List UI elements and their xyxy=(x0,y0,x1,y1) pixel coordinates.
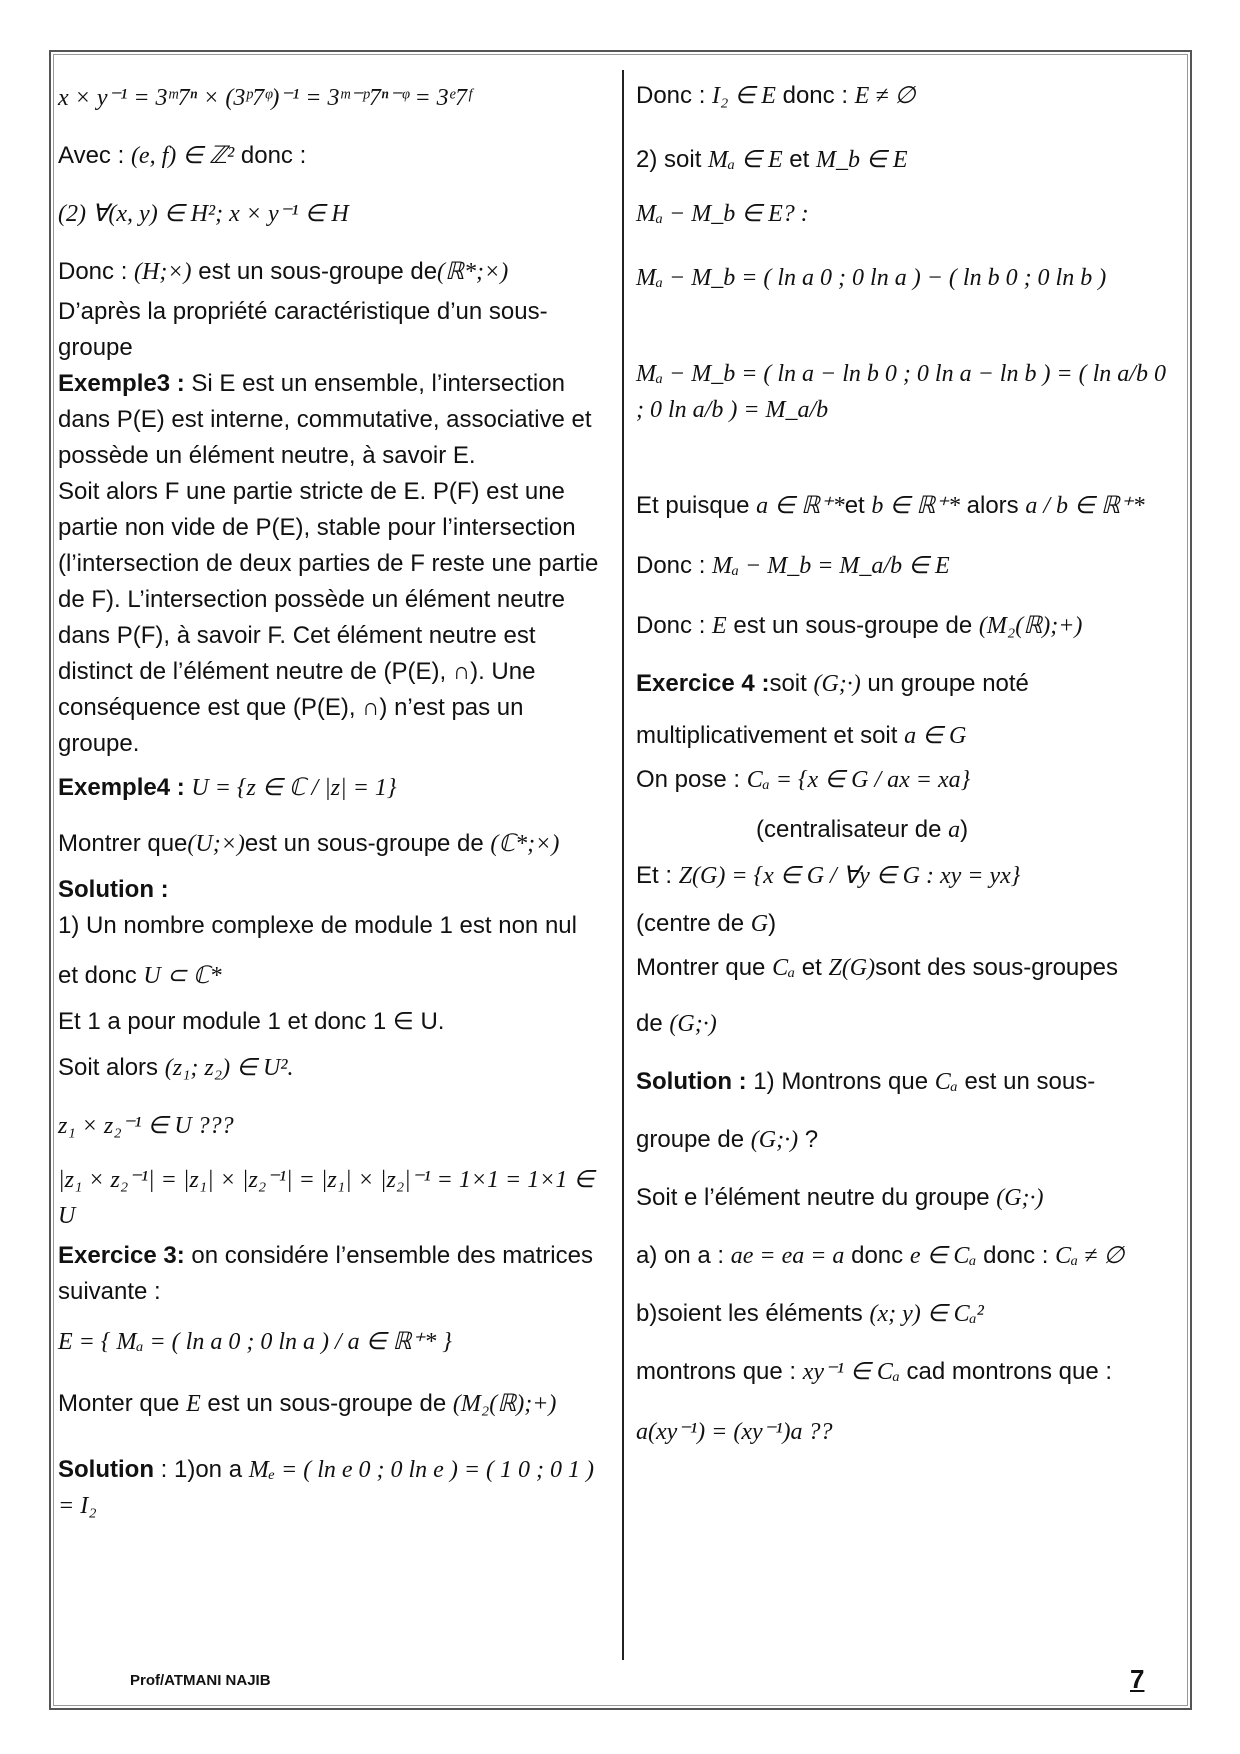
propriete-text: D’après la propriété caractéristique d’un sous-groupe xyxy=(58,298,548,361)
matrix-difference-2: Mₐ − M_b = ( ln a − ln b 0 ; 0 ln a − ln b ) = ( ln a/b 0 ; 0 ln a/b ) = M_a/b xyxy=(636,361,1166,423)
exercice3: Exercice 3: on considére l’ensemble des matrices suivante : xyxy=(58,1242,593,1305)
pose-Ca: On pose : Cₐ = {x ∈ G / ax = xa} xyxy=(636,766,971,793)
exercice3-solution: Solution : 1)on a Mₑ = ( ln e 0 ; 0 ln e ) = ( 1 0 ; 0 1 ) = I₂ xyxy=(58,1456,594,1519)
neutral-element-line: Soit e l’élément neutre du groupe (G;·) xyxy=(636,1184,1044,1211)
set-E-definition: E = { Mₐ = ( ln a 0 ; 0 ln a ) / a ∈ ℝ⁺* } xyxy=(58,1329,452,1355)
exercice4: Exercice 4 :soit (G;·) un groupe noté xyxy=(636,670,1029,697)
right-line-3: Mₐ − M_b ∈ E? : xyxy=(636,201,809,227)
right-line-8: Donc : E est un sous-groupe de (M₂(ℝ);+) xyxy=(636,612,1083,639)
solution-heading: Solution : xyxy=(58,876,169,903)
exemple4: Exemple4 : U = {z ∈ ℂ / |z| = 1} xyxy=(58,774,397,801)
right-line-7: Donc : Mₐ − M_b = M_a/b ∈ E xyxy=(636,552,950,579)
matrix-difference: Mₐ − M_b = ( ln a 0 ; 0 ln a ) − ( ln b 0 ; 0 ln b ) xyxy=(636,265,1107,291)
exercice4-question: Montrer que Cₐ et Z(G)sont des sous-groupes xyxy=(636,954,1118,981)
step-b: b)soient les éléments (x; y) ∈ Cₐ² xyxy=(636,1300,984,1327)
solution-line-3: Et 1 a pour module 1 et donc 1 ∈ U. xyxy=(58,1008,445,1035)
solution-line-2: et donc U ⊂ ℂ* xyxy=(58,962,222,989)
left-column xyxy=(58,78,608,1524)
step-b-equation: a(xy⁻¹) = (xy⁻¹)a ?? xyxy=(636,1419,833,1445)
exemple3: Exemple3 : Si E est un ensemble, l’intersection dans P(E) est interne, commutative, associative et possède un élément neutre, à savoir E. xyxy=(58,370,592,469)
right-column xyxy=(636,78,1176,1450)
condition-2: (2) ∀(x, y) ∈ H²; x × y⁻¹ ∈ H xyxy=(58,201,349,227)
centralisateur-note: (centralisateur de a) xyxy=(756,816,969,843)
right-line-1: Donc : I₂ ∈ E donc : E ≠ ∅ xyxy=(636,82,916,109)
solution-line-4: Soit alors (z₁; z₂) ∈ U². xyxy=(58,1054,294,1081)
column-divider xyxy=(622,70,624,1660)
step-a: a) on a : ae = ea = a donc e ∈ Cₐ donc : Cₐ ≠ ∅ xyxy=(636,1242,1125,1269)
solution-line-5: z₁ × z₂⁻¹ ∈ U ??? xyxy=(58,1113,234,1139)
avec-line: Avec : (e, f) ∈ ℤ² donc : xyxy=(58,142,307,169)
right-line-6: Et puisque a ∈ ℝ⁺*et b ∈ ℝ⁺* alors a / b ∈ ℝ⁺* xyxy=(636,492,1145,519)
exercice4-solution: Solution : 1) Montrons que Cₐ est un sous- xyxy=(636,1068,1096,1095)
exercice4-line-2: multiplicativement et soit a ∈ G xyxy=(636,722,967,749)
step-b-goal: montrons que : xy⁻¹ ∈ Cₐ cad montrons que : xyxy=(636,1358,1112,1385)
solution-line-6: |z₁ × z₂⁻¹| = |z₁| × |z₂⁻¹| = |z₁| × |z₂|⁻¹ = 1×1 = 1×1 ∈ U xyxy=(58,1167,595,1229)
conclusion-H: Donc : (H;×) est un sous-groupe de(ℝ*;×) xyxy=(58,258,509,285)
centre-note: (centre de G) xyxy=(636,910,777,937)
exemple4-question: Montrer que(U;×)est un sous-groupe de (ℂ*;×) xyxy=(58,830,560,857)
exercice4-question-2: de (G;·) xyxy=(636,1010,717,1037)
exercice4-solution-2: groupe de (G;·) ? xyxy=(636,1126,819,1153)
centre-definition: Et : Z(G) = {x ∈ G / ∀y ∈ G : xy = yx} xyxy=(636,862,1021,889)
solution-line-1: 1) Un nombre complexe de module 1 est non nul xyxy=(58,912,577,939)
exemple3-text: Soit alors F une partie stricte de E. P(F) est une partie non vide de P(E), stable pour l’intersection (l’intersection de deux parties de F reste une partie de F). L’intersection possède un élément neutre dans P(F), à savoir F. Cet élément neutre est distinct de l’élément neutre de (P(E), ∩). Une conséquence est que (P(E), ∩) n’est pas un groupe. xyxy=(58,478,599,757)
power-equation: x × y⁻¹ = 3ᵐ7ⁿ × (3ᵖ7ᵠ)⁻¹ = 3ᵐ⁻ᵖ7ⁿ⁻ᵠ = 3ᵉ7ᶠ xyxy=(58,85,472,111)
right-line-2: 2) soit Mₐ ∈ E et M_b ∈ E xyxy=(636,146,908,173)
exercice3-question: Monter que E est un sous-groupe de (M₂(ℝ);+) xyxy=(58,1390,557,1417)
footer-author: Prof/ATMANI NAJIB xyxy=(130,1672,271,1689)
page-number: 7 xyxy=(1130,1664,1145,1694)
